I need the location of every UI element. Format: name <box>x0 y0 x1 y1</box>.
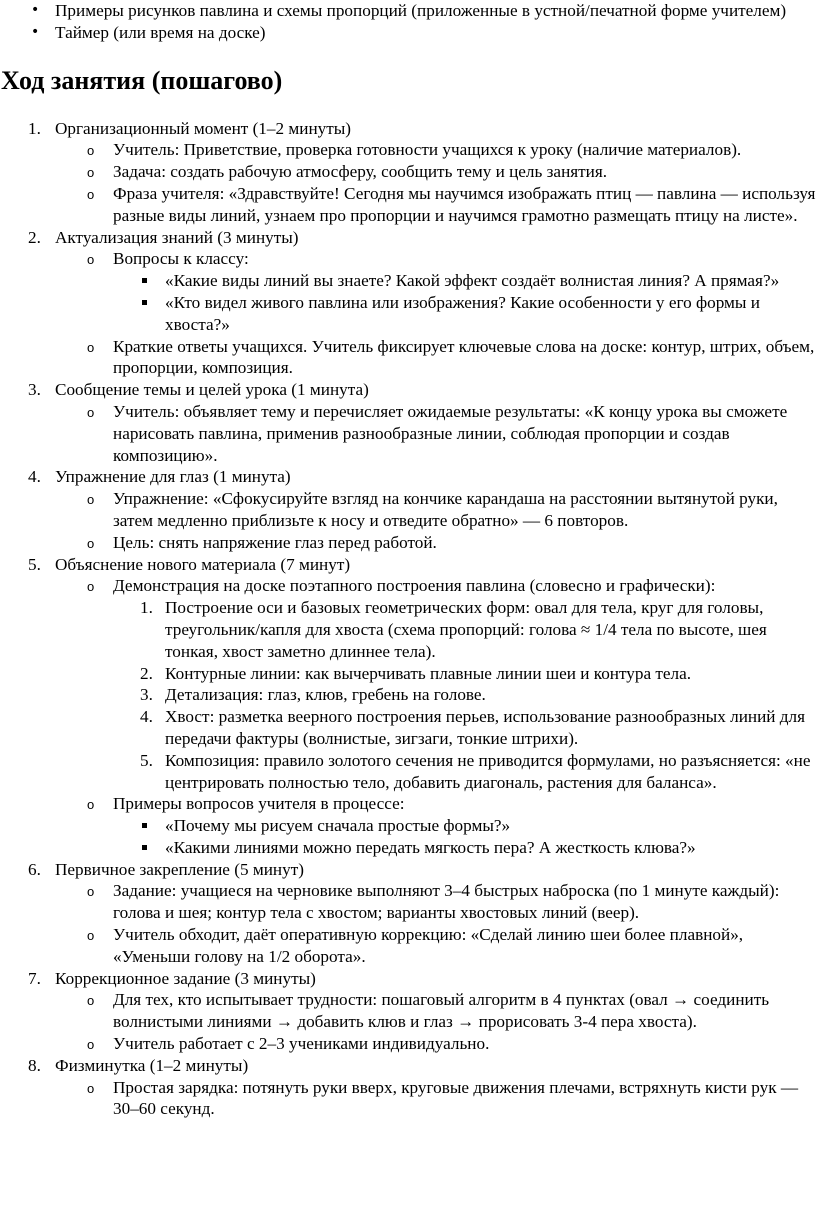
list-item <box>0 161 816 183</box>
circle-bullet-icon: o <box>87 143 95 159</box>
stage-number: 4. <box>140 707 153 727</box>
stages-list <box>0 597 816 793</box>
step-1 <box>0 118 816 140</box>
list-item <box>0 488 816 532</box>
question-item <box>0 837 816 859</box>
list-item <box>0 401 816 466</box>
item-text: Композиция: правило золотого сечения не приводится формулами, но разъясняется: «не центрировать полностью тело, добавить диагональ, растения для баланса». <box>165 750 811 792</box>
step-title: Физминутка (1–2 минуты) <box>55 1055 249 1075</box>
circle-bullet-icon: o <box>87 884 95 900</box>
step-7-items <box>0 989 816 1054</box>
item-text: Задача: создать рабочую атмосферу, сообщить тему и цель занятия. <box>113 162 608 182</box>
step-6-items <box>0 880 816 967</box>
list-item <box>0 989 816 1033</box>
step-number: 5. <box>28 554 41 574</box>
step-number: 4. <box>28 467 41 487</box>
item-text: Учитель обходит, даёт оперативную коррекцию: «Сделай линию шеи более плавной», «Уменьши голову на 1/2 оборота». <box>113 925 744 966</box>
item-text: «Кто видел живого павлина или изображения? Какие особенности у его формы и хвоста?» <box>165 292 760 334</box>
item-text: Демонстрация на доске поэтапного построения павлина (словесно и графически): <box>113 576 716 596</box>
list-item <box>0 793 816 815</box>
item-text: Вопросы к классу: <box>113 249 249 269</box>
item-text: Цель: снять напряжение глаз перед работой. <box>113 532 437 552</box>
stage-item <box>0 706 816 750</box>
item-text: Хвост: разметка веерного построения перьев, использование разнообразных линий для передачи фактуры (волнистые, зигзаги, тонкие штрихи). <box>165 707 806 748</box>
circle-bullet-icon: o <box>87 535 95 551</box>
step-8 <box>0 1055 816 1077</box>
steps-list <box>0 118 816 1121</box>
circle-bullet-icon: o <box>87 1037 95 1053</box>
item-text: Примеры вопросов учителя в процессе: <box>113 794 405 814</box>
step-5 <box>0 554 816 576</box>
question-item <box>0 292 816 336</box>
item-text: «Какими линиями можно передать мягкость пера? А жесткость клюва?» <box>165 837 696 857</box>
step-title: Коррекционное задание (3 минуты) <box>55 968 316 988</box>
step-8-items <box>0 1077 816 1121</box>
stage-number: 2. <box>140 663 153 683</box>
circle-bullet-icon: o <box>87 186 95 202</box>
list-item <box>0 1033 816 1055</box>
square-bullet-icon <box>142 845 147 850</box>
circle-bullet-icon: o <box>87 797 95 813</box>
circle-bullet-icon: o <box>87 404 95 420</box>
step-3-items <box>0 401 816 466</box>
materials-list <box>0 0 816 44</box>
item-text: «Какие виды линий вы знаете? Какой эффект создаёт волнистая линия? А прямая?» <box>165 271 780 291</box>
step-number: 7. <box>28 968 41 988</box>
item-text: Учитель: Приветствие, проверка готовности учащихся к уроку (наличие материалов). <box>113 140 742 160</box>
list-item <box>0 880 816 924</box>
circle-bullet-icon: o <box>87 339 95 355</box>
step-title: Организационный момент (1–2 минуты) <box>55 118 352 138</box>
list-item <box>0 924 816 968</box>
list-item <box>0 532 816 554</box>
circle-bullet-icon: o <box>87 993 95 1009</box>
step-number: 6. <box>28 859 41 879</box>
circle-bullet-icon: o <box>87 1080 95 1096</box>
stage-item <box>0 684 816 706</box>
list-item <box>0 248 816 270</box>
step-3 <box>0 379 816 401</box>
item-text: Упражнение: «Сфокусируйте взгляд на кончике карандаша на расстоянии вытянутой руки, затем медленно приблизьте к носу и отведите обратно» — 6 повторов. <box>113 489 778 530</box>
section-heading: Ход занятия (пошагово) <box>1 65 283 95</box>
item-text: «Почему мы рисуем сначала простые формы?» <box>165 816 511 836</box>
item-text: Для тех, кто испытывает трудности: пошаговый алгоритм в 4 пунктах (овал → соединить волнистыми линиями → добавить клюв и глаз → прорисовать 3-4 пера хвоста). <box>113 990 770 1032</box>
item-text: Учитель работает с 2–3 учениками индивидуально. <box>113 1034 490 1054</box>
step-5-items <box>0 575 816 858</box>
item-text: Фраза учителя: «Здравствуйте! Сегодня мы научимся изображать птиц — павлина — используя разные виды линий, узнаем про пропорции и научимся грамотно размещать птицу на листе». <box>113 183 816 225</box>
stage-number: 1. <box>140 598 153 618</box>
step-number: 1. <box>28 118 41 138</box>
square-bullet-icon <box>142 823 147 828</box>
step-1-items <box>0 139 816 226</box>
list-item <box>0 336 816 380</box>
question-item <box>0 270 816 292</box>
list-item <box>0 1077 816 1121</box>
stage-number: 3. <box>140 685 153 705</box>
stage-item <box>0 750 816 794</box>
step-number: 8. <box>28 1055 41 1075</box>
item-text: Построение оси и базовых геометрических форм: овал для тела, круг для головы, треугольник/капля для хвоста (схема пропорций: голова ≈ 1/4 тела по высоте, шея тонкая, хвост заметно длиннее тела). <box>165 598 767 661</box>
step-number: 3. <box>28 380 41 400</box>
step-7 <box>0 968 816 990</box>
step-title: Объяснение нового материала (7 минут) <box>55 554 351 574</box>
item-text: Детализация: глаз, клюв, гребень на голове. <box>165 685 486 705</box>
materials-item: • Примеры рисунков павлина и схемы пропорций (приложенные в устной/печатной форме учителем) <box>0 0 816 22</box>
questions-list <box>0 815 816 859</box>
step-number: 2. <box>28 227 41 247</box>
step-2-items <box>0 248 816 379</box>
item-text: Задание: учащиеся на черновике выполняют 3–4 быстрых наброска (по 1 минуте каждый): голова и шея; контур тела с хвостом; варианты хвостовых линий (веер). <box>113 881 780 923</box>
item-text: Краткие ответы учащихся. Учитель фиксирует ключевые слова на доске: контур, штрих, объем, пропорции, композиция. <box>113 336 815 378</box>
circle-bullet-icon: o <box>87 492 95 508</box>
question-item <box>0 815 816 837</box>
stage-item <box>0 597 816 662</box>
step-title: Сообщение темы и целей урока (1 минута) <box>55 380 369 400</box>
stage-item <box>0 663 816 685</box>
list-item <box>0 575 816 597</box>
circle-bullet-icon: o <box>87 579 95 595</box>
step-title: Актуализация знаний (3 минуты) <box>55 227 299 247</box>
questions-list <box>0 270 816 335</box>
list-item <box>0 183 816 227</box>
step-4 <box>0 466 816 488</box>
step-4-items <box>0 488 816 553</box>
square-bullet-icon <box>142 300 147 305</box>
step-title: Упражнение для глаз (1 минута) <box>55 467 291 487</box>
circle-bullet-icon: o <box>87 165 95 181</box>
circle-bullet-icon: o <box>87 928 95 944</box>
item-text: Учитель: объявляет тему и перечисляет ожидаемые результаты: «К концу урока вы сможете нарисовать павлина, применив разнообразные линии, соблюдая пропорции и создав композицию». <box>113 401 788 465</box>
materials-item: • Таймер (или время на доске) <box>0 22 816 44</box>
item-text: Контурные линии: как вычерчивать плавные линии шеи и контура тела. <box>165 663 692 683</box>
item-text: Простая зарядка: потянуть руки вверх, круговые движения плечами, встряхнуть кисти рук — 30–60 секунд. <box>113 1077 799 1119</box>
square-bullet-icon <box>142 278 147 283</box>
circle-bullet-icon: o <box>87 252 95 268</box>
step-6 <box>0 859 816 881</box>
stage-number: 5. <box>140 750 153 770</box>
list-item <box>0 139 816 161</box>
step-2 <box>0 227 816 249</box>
step-title: Первичное закрепление (5 минут) <box>55 859 304 879</box>
